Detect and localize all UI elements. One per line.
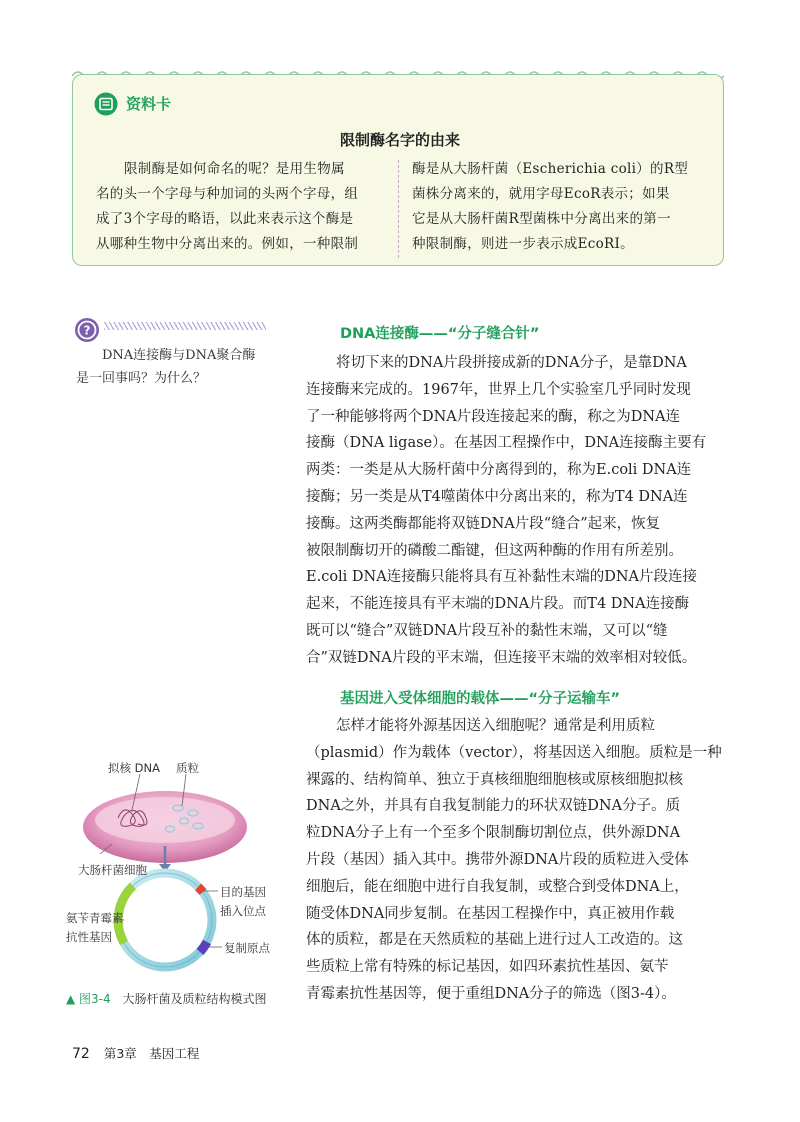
figure-number: ▲ 图3-4 xyxy=(66,992,111,1006)
text-line: 从哪种生物中分离出来的。例如，一种限制 xyxy=(96,236,359,252)
text-line: 限制酶是如何命名的呢？是用生物属 xyxy=(124,161,345,177)
page-footer xyxy=(72,1044,199,1062)
text-line: 成了3个字母的略语，以此来表示这个酶是 xyxy=(96,211,354,227)
info-card-right-column xyxy=(412,157,712,257)
svg-text:?: ? xyxy=(83,323,91,338)
section-heading: 基因进入受体细胞的载体——“分子运输车” xyxy=(340,691,621,707)
text-line: 青霉素抗性基因等，便于重组DNA分子的筛选（图3-4）。 xyxy=(306,985,676,1002)
text-line: E.coli DNA连接酶只能将具有互补黏性末端的DNA片段连接 xyxy=(306,569,697,586)
info-card-left-column xyxy=(96,157,386,257)
text-line: 合”双链DNA片段的平末端，但连接平末端的效率相对较低。 xyxy=(306,649,697,666)
text-line: 起来，不能连接具有平末端的DNA片段。而T4 DNA连接酶 xyxy=(306,596,690,613)
info-card-label: 资料卡 xyxy=(126,95,172,113)
text-line: 了一种能够将两个DNA片段连接起来的酶，称之为DNA连 xyxy=(306,408,681,425)
text-line: DNA之外，并具有自我复制能力的环状双链DNA分子。质 xyxy=(306,798,681,815)
text-line: 种限制酶，则进一步表示成EcoRⅠ。 xyxy=(412,236,634,252)
text-line: 菌株分离来的，就用字母EcoR表示；如果 xyxy=(412,186,670,202)
figure-caption-text: 大肠杆菌及质粒结构模式图 xyxy=(122,992,267,1006)
insertion-site xyxy=(198,887,203,892)
text-line: 连接酶来完成的。1967年，世界上几个实验室几乎同时发现 xyxy=(306,381,691,398)
text-line: 体的质粒，都是在天然质粒的基础上进行过人工改造的。这 xyxy=(306,932,683,949)
label-amp-1: 氨苄青霉素 xyxy=(66,911,124,925)
text-line: 接酶（DNA ligase）。在基因工程操作中，DNA连接酶主要有 xyxy=(306,435,707,452)
text-line: 名的头一个字母与种加词的头两个字母，组 xyxy=(96,186,359,202)
replication-origin xyxy=(200,942,207,952)
label-plasmid: 质粒 xyxy=(176,761,199,775)
text-line: 随受体DNA同步复制。在基因工程操作中，真正被用作载 xyxy=(306,905,675,922)
question-icon xyxy=(74,317,100,343)
text-line: 是一回事吗？为什么？ xyxy=(76,371,207,386)
label-nucleoid: 拟核 DNA xyxy=(108,761,160,775)
figure-caption xyxy=(66,990,267,1007)
section-dna-ligase xyxy=(306,322,724,672)
column-divider xyxy=(398,160,399,258)
info-card-title: 限制酶名字的由来 xyxy=(339,131,460,149)
chapter-title: 第3章 基因工程 xyxy=(103,1046,200,1061)
text-line: 酶是从大肠杆菌（Escherichia coli）的R型 xyxy=(412,161,689,177)
label-origin: 复制原点 xyxy=(224,941,270,955)
text-line: （plasmid）作为载体（vector），将基因送入细胞。质粒是一种 xyxy=(306,744,722,761)
section-vector xyxy=(306,713,724,1008)
text-line: 被限制酶切开的磷酸二酯键，但这两种酶的作用有所差别。 xyxy=(306,542,683,559)
page-number: 72 xyxy=(72,1046,90,1062)
section-heading: DNA连接酶——“分子缝合针” xyxy=(340,326,540,342)
label-target-site-1: 目的基因 xyxy=(220,885,266,899)
text-line: 粒DNA分子上有一个至多个限制酶切割位点，供外源DNA xyxy=(306,825,681,842)
info-card-icon xyxy=(94,92,118,116)
text-line: 接酶；另一类是从T4噬菌体中分离出来的，称为T4 DNA连 xyxy=(306,488,688,505)
text-line: DNA连接酶与DNA聚合酶 xyxy=(102,348,256,363)
text-line: 片段（基因）插入其中。携带外源DNA片段的质粒进入受体 xyxy=(306,851,689,868)
label-ecoli-cell: 大肠杆菌细胞 xyxy=(78,863,147,877)
label-target-site-2: 插入位点 xyxy=(220,904,266,918)
text-line: 接酶。这两类酶都能将双链DNA片段“缝合”起来，恢复 xyxy=(306,515,661,532)
text-line: 裸露的、结构简单、独立于真核细胞细胞核或原核细胞拟核 xyxy=(306,771,683,788)
question-hatch-bar xyxy=(104,322,266,330)
text-line: 既可以“缝合”双链DNA片段互补的黏性末端，又可以“缝 xyxy=(306,622,668,639)
text-line: 细胞后，能在细胞中进行自我复制，或整合到受体DNA上， xyxy=(306,878,689,895)
text-line: 两类：一类是从大肠杆菌中分离得到的，称为E.coli DNA连 xyxy=(306,462,692,479)
text-line: 将切下来的DNA片段拼接成新的DNA分子，是靠DNA xyxy=(336,355,687,371)
text-line: 些质粒上常有特殊的标记基因，如四环素抗性基因、氨苄 xyxy=(306,959,669,976)
label-amp-2: 抗性基因 xyxy=(66,930,112,944)
text-line: 怎样才能将外源基因送入细胞呢？通常是利用质粒 xyxy=(336,718,655,734)
sidebar-question xyxy=(76,344,276,390)
text-line: 它是从大肠杆菌R型菌株中分离出来的第一 xyxy=(412,211,671,227)
